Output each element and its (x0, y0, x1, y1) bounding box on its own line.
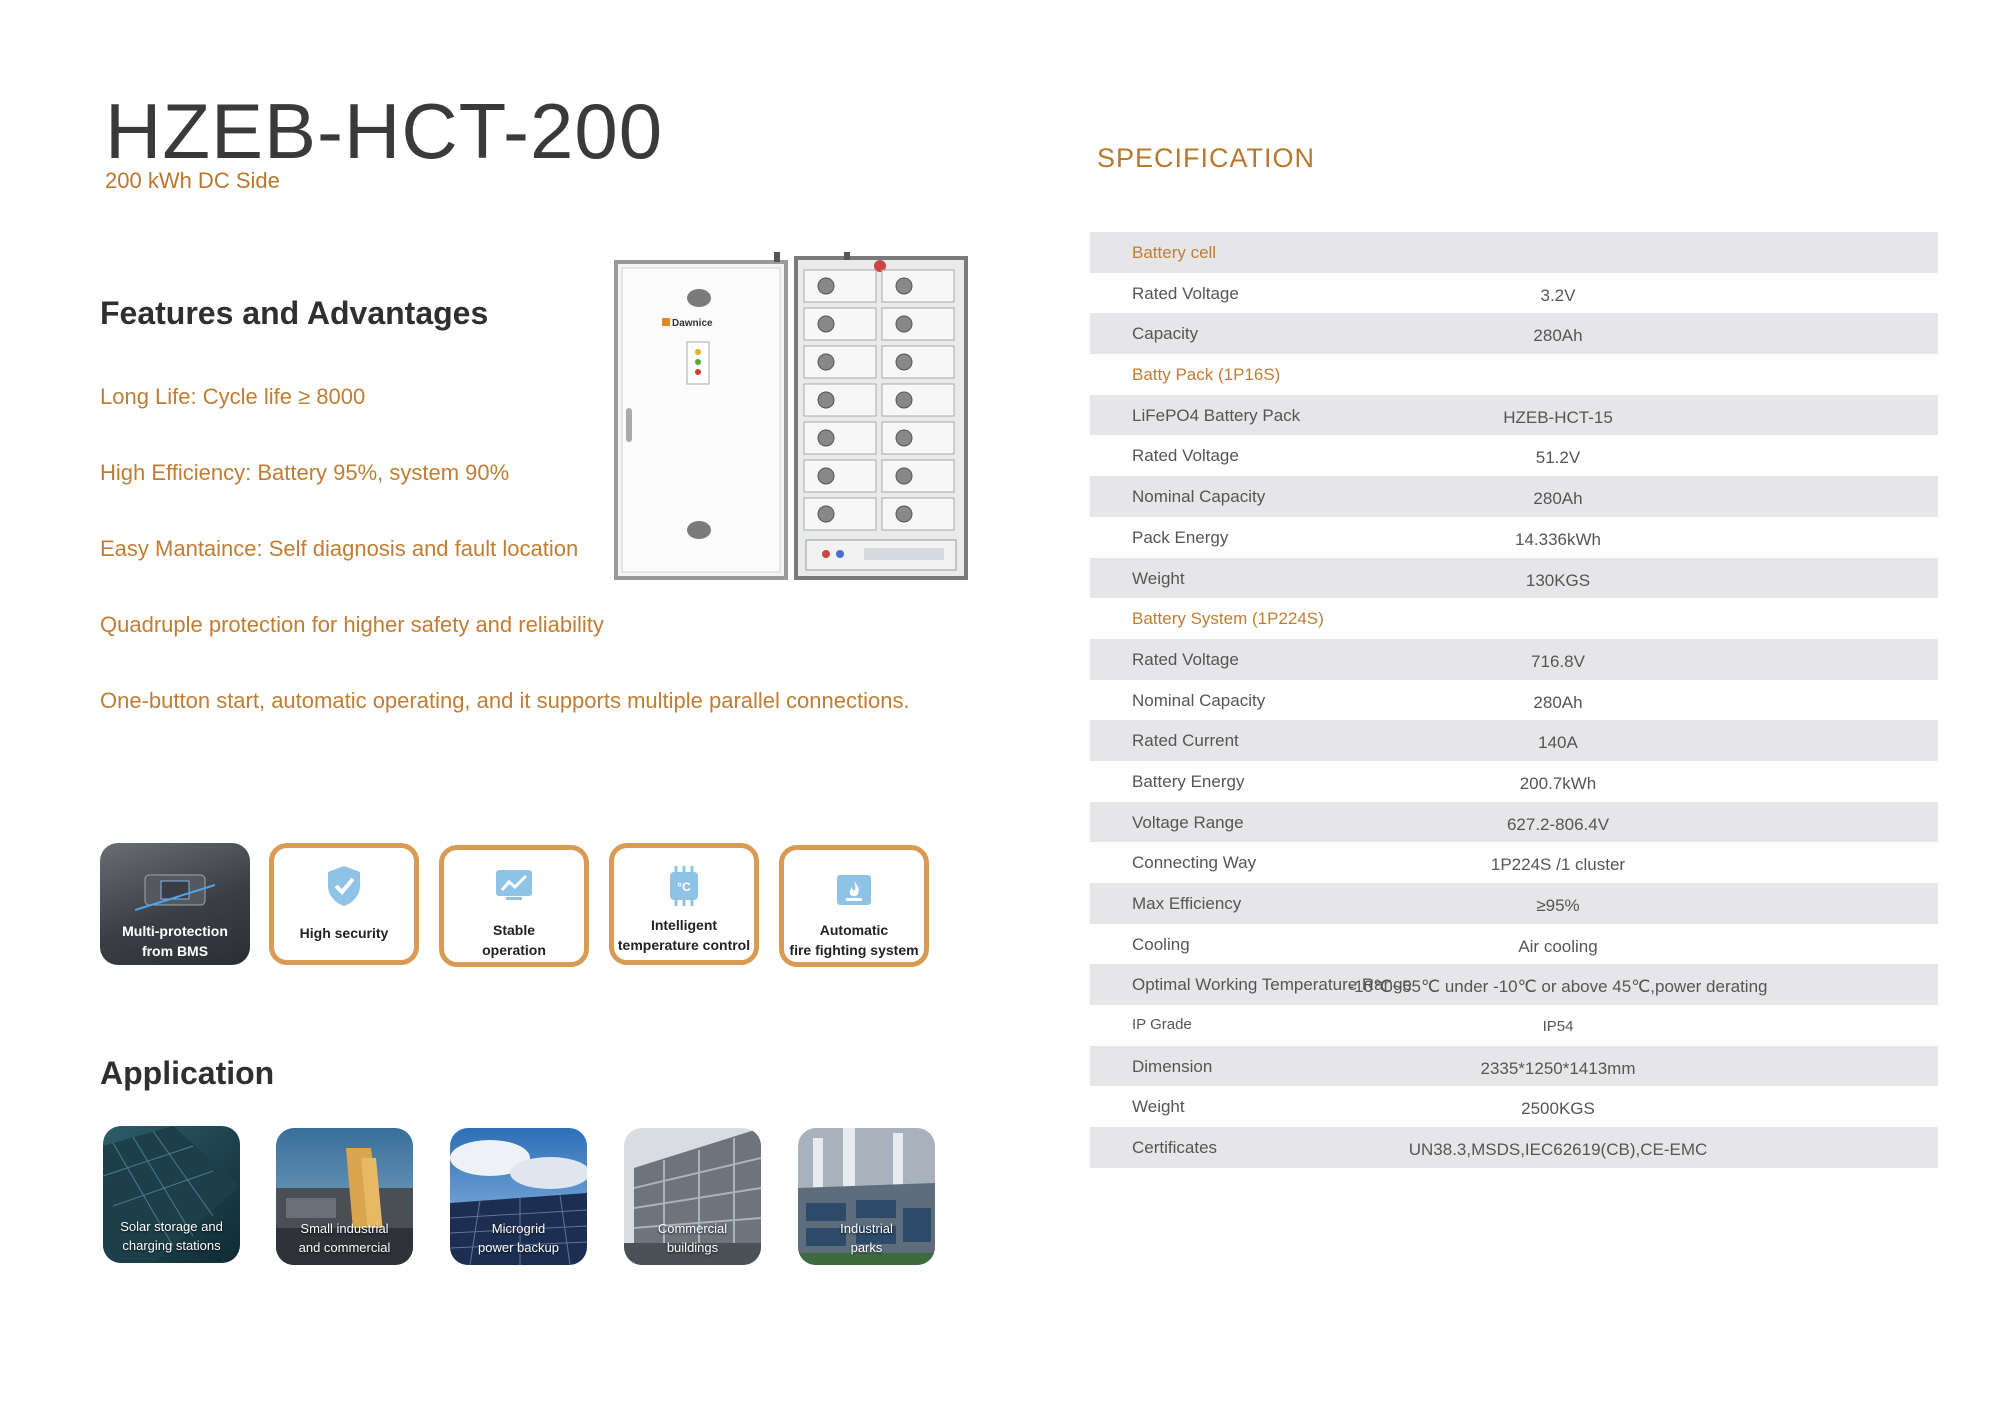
spec-value: 3.2V (1540, 285, 1576, 305)
spec-value: 716.8V (1531, 651, 1585, 671)
spec-value: ≥95% (1536, 896, 1580, 915)
battery-cabinet-image (614, 248, 969, 584)
battery-module (882, 308, 954, 340)
spec-section-title: Battery cell (1132, 243, 1217, 262)
spec-name: Certificates (1132, 1138, 1218, 1158)
spec-row (1090, 1086, 1938, 1127)
battery-module (882, 422, 954, 454)
battery-module (804, 384, 876, 416)
module-fan-icon (896, 354, 912, 370)
battery-module (804, 422, 876, 454)
spec-name: Cooling (1132, 934, 1190, 954)
application-solar-storage (103, 1126, 240, 1263)
svg-text:°C: °C (677, 880, 691, 894)
spec-name: IP Grade (1132, 1016, 1192, 1034)
spec-name: Optimal Working Temperature Range (1132, 975, 1413, 995)
spec-row (1090, 1046, 1938, 1087)
spec-name: Pack Energy (1132, 527, 1229, 547)
module-fan-icon (896, 316, 912, 332)
spec-row (1090, 680, 1938, 721)
spec-value: HZEB-HCT-15 (1503, 407, 1613, 427)
highlight-label: Stable operation (482, 922, 546, 958)
cabinet-brand-logo: Dawnice (672, 318, 713, 329)
battery-module (804, 498, 876, 530)
module-fan-icon (896, 278, 912, 294)
application-label: Small industrial and commercial (298, 1221, 391, 1255)
highlight-tile-fire (779, 845, 929, 967)
spec-row (1090, 435, 1938, 476)
module-fan-icon (818, 430, 834, 446)
module-fan-icon (896, 392, 912, 408)
spec-row (1090, 924, 1938, 965)
battery-module (882, 498, 954, 530)
spec-name: Battery Energy (1132, 771, 1245, 791)
shield-check-icon (324, 864, 364, 908)
spec-value: 51.2V (1535, 448, 1581, 468)
spec-value: 130KGS (1525, 570, 1591, 590)
spec-value: 280Ah (1533, 326, 1583, 346)
application-label: Industrial parks (840, 1221, 893, 1255)
highlight-label: High security (299, 925, 389, 941)
spec-row (1090, 313, 1938, 354)
spec-value: 200.7kWh (1519, 773, 1597, 793)
feature-item: Quadruple protection for higher safety and reliability (100, 612, 604, 637)
spec-name: Rated Voltage (1132, 283, 1239, 303)
features-heading: Features and Advantages (100, 295, 489, 331)
application-small-industrial (276, 1128, 413, 1265)
spec-name: Rated Current (1132, 731, 1239, 751)
spec-row (1090, 883, 1938, 924)
spec-value: 1P224S /1 cluster (1490, 855, 1626, 875)
spec-name: Weight (1132, 568, 1185, 588)
spec-row (1090, 395, 1938, 436)
chip-icon (135, 865, 215, 915)
spec-row (1090, 273, 1938, 314)
spec-value: 280Ah (1533, 489, 1583, 509)
spec-row (1090, 1005, 1938, 1046)
spec-section-title: Battery System (1P224S) (1132, 609, 1324, 629)
spec-section-header (1090, 598, 1938, 639)
highlight-tile-temperature (609, 843, 759, 965)
spec-row (1090, 1127, 1938, 1168)
spec-value: 14.336kWh (1515, 529, 1601, 549)
thermometer-chip-icon (664, 866, 704, 906)
fire-alarm-icon (834, 872, 874, 908)
spec-section-title: Batty Pack (1P16S) (1132, 365, 1281, 385)
application-label: Solar storage and charging stations (120, 1219, 223, 1253)
feature-item: One-button start, automatic operating, and it supports multiple parallel connections. (100, 688, 910, 713)
battery-module (882, 270, 954, 302)
spec-row (1090, 639, 1938, 680)
feature-item: Long Life: Cycle life ≥ 8000 (100, 384, 366, 409)
battery-module (882, 384, 954, 416)
spec-name: Rated Voltage (1132, 446, 1239, 466)
application-heading: Application (100, 1055, 275, 1091)
spec-name: Nominal Capacity (1132, 690, 1266, 710)
highlight-tile-security (269, 843, 419, 965)
product-subtitle: 200 kWh DC Side (105, 168, 280, 193)
highlight-label: Intelligent temperature control (617, 917, 751, 953)
spec-row (1090, 476, 1938, 517)
battery-module (882, 346, 954, 378)
spec-row (1090, 964, 1938, 1005)
spec-name: Voltage Range (1132, 812, 1244, 832)
spec-name: Max Efficiency (1132, 894, 1242, 913)
highlight-label: Automatic fire fighting system (789, 922, 919, 958)
module-fan-icon (818, 506, 834, 522)
module-fan-icon (896, 430, 912, 446)
battery-module (804, 270, 876, 302)
spec-value: 140A (1538, 733, 1578, 753)
module-fan-icon (818, 468, 834, 484)
application-label: Microgrid power backup (478, 1221, 559, 1255)
spec-name: Nominal Capacity (1132, 487, 1266, 507)
spec-row (1090, 761, 1938, 802)
spec-value: UN38.3,MSDS,IEC62619(CB),CE-EMC (1408, 1140, 1708, 1160)
battery-module (882, 460, 954, 492)
module-fan-icon (896, 468, 912, 484)
module-fan-icon (818, 392, 834, 408)
product-model-title: HZEB-HCT-200 (105, 87, 664, 175)
highlight-label: Multi-protection from BMS (122, 923, 228, 959)
module-fan-icon (818, 278, 834, 294)
module-fan-icon (818, 354, 834, 370)
application-microgrid (450, 1128, 587, 1265)
feature-item: High Efficiency: Battery 95%, system 90% (100, 460, 510, 485)
module-fan-icon (896, 506, 912, 522)
spec-name: Capacity (1132, 324, 1199, 344)
highlight-tile-stable (439, 845, 589, 967)
battery-module (804, 460, 876, 492)
spec-value: -10℃~55℃ under -10℃ or above 45℃,power derating (1348, 977, 1768, 997)
spec-name: Rated Voltage (1132, 649, 1239, 669)
spec-value: 2335*1250*1413mm (1480, 1058, 1636, 1078)
spec-row (1090, 802, 1938, 843)
spec-row (1090, 842, 1938, 883)
spec-value: Air cooling (1518, 936, 1598, 956)
spec-value: 2500KGS (1521, 1099, 1595, 1119)
module-fan-icon (818, 316, 834, 332)
specification-table (1090, 232, 1938, 1168)
specification-heading: SPECIFICATION (1097, 143, 1316, 173)
spec-value: 627.2-806.4V (1506, 814, 1610, 834)
spec-row (1090, 517, 1938, 558)
spec-section-header (1090, 354, 1938, 395)
spec-name: Connecting Way (1132, 853, 1257, 873)
application-commercial (624, 1128, 761, 1265)
spec-name: Dimension (1132, 1056, 1213, 1076)
application-industrial-parks (798, 1128, 935, 1265)
spec-row (1090, 720, 1938, 761)
battery-module (804, 308, 876, 340)
highlight-tile-bms (100, 843, 250, 965)
spec-value: 280Ah (1533, 692, 1583, 712)
spec-value: IP54 (1542, 1018, 1574, 1036)
line-chart-icon (494, 868, 534, 902)
feature-item: Easy Mantaince: Self diagnosis and fault location (100, 536, 579, 561)
battery-module (804, 346, 876, 378)
application-label: Commercial buildings (657, 1221, 728, 1255)
spec-row (1090, 558, 1938, 599)
spec-section-header (1090, 232, 1938, 273)
spec-name: LiFePO4 Battery Pack (1132, 405, 1301, 425)
spec-name: Weight (1132, 1097, 1185, 1117)
